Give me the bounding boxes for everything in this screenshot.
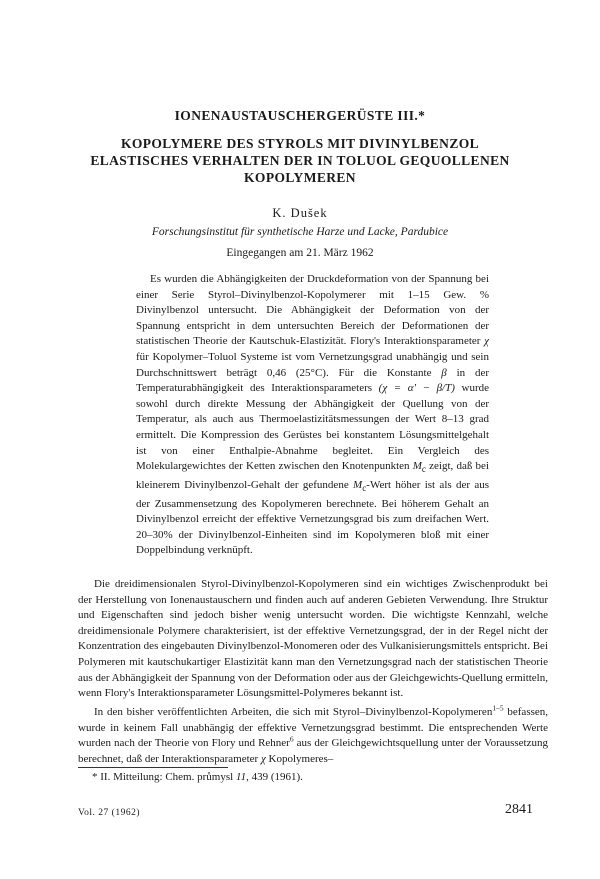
body-text-2c: aus der Gleichgewichtsquellung unter der Voraussetzung berechnet, daß der Interaktionsparameter xyxy=(78,737,548,765)
abstract-text-4: wurde sowohl durch direkte Messung der Abhängigkeit der Quellung von der Temperatur, als auch aus Thermoelastizitätsmessungen der Wert 8–13 grad ermittelt. Die Kompression des Gerüstes bei konstantem Lösungsmittelgehalt ist von einer Enthalpie-Abnahme begleitet. Ein Vergleich des Molekulargewichtes der Ketten zwischen den Knotenpunkten xyxy=(136,382,490,473)
abstract-text-6: -Wert höher ist als der aus der Zusammensetzung des Kopolymeren berechnete. Bei höherem Gehalt an Divinylbenzol erreicht der effektive Vernetzungsgrad bis zum dreifachen Wert. 20–30% der Divinylbenzol-Einheiten sind im Kopolymeren bloß mit einer Doppelbindung verknüpft. xyxy=(136,478,489,557)
page-number: 2841 xyxy=(505,802,533,817)
footnote-volume: 11 xyxy=(235,771,247,783)
body-paragraph-2 xyxy=(78,705,548,767)
received-date: Eingegangen am 21. März 1962 xyxy=(226,247,374,259)
footnote-text: II. Mitteilung: Chem. průmysl xyxy=(100,771,234,783)
abstract-text-5: zeigt, daß bei kleinerem Divinylbenzol-Gehalt der gefundene xyxy=(136,460,489,491)
body-text-2a: In den bisher veröffentlichten Arbeiten, die sich mit Styrol–Divinylbenzol-Kopolymeren xyxy=(94,706,493,718)
article-title: IONENAUSTAUSCHERGERÜSTE III.* xyxy=(174,108,426,123)
body-text-2d: Kopolymeres– xyxy=(268,752,334,765)
chi-symbol-body: χ xyxy=(260,752,266,765)
author-name: K. Dušek xyxy=(272,206,328,220)
footnote xyxy=(92,771,542,783)
abstract-text-3: in der Temperaturabhängigkeit des Interaktionsparameters xyxy=(136,366,490,395)
interaction-formula: (χ = α' − β/T) xyxy=(378,382,455,395)
subtitle-line-3: KOPOLYMEREN xyxy=(244,170,356,185)
journal-volume: Vol. 27 (1962) xyxy=(78,808,140,818)
author-affiliation: Forschungsinstitut für synthetische Harze und Lacke, Pardubice xyxy=(151,226,449,238)
subtitle-line-2: ELASTISCHES VERHALTEN DER IN TOLUOL GEQUOLLENEN xyxy=(90,153,510,168)
subtitle-line-1: KOPOLYMERE DES STYROLS MIT DIVINYLBENZOL xyxy=(120,136,480,151)
footnote-marker: * xyxy=(92,771,98,783)
reference-6: 6 xyxy=(289,734,294,744)
chi-symbol: χ xyxy=(484,335,489,348)
mc-subscript-1: c xyxy=(421,464,426,475)
abstract xyxy=(136,272,489,559)
body-text-2b: befassen, wurde in keinem Fall unabhängig der effektive Vernetzungsgrad bestimmt. Die entsprechenden Werte wurden nach der Theorie von Flory und Rehner xyxy=(78,706,549,750)
abstract-text-1: Es wurden die Abhängigkeiten der Druckdeformation von der Spannung bei einer Serie Styrol–Divinylbenzol-Kopolymerer mit 1–15 Gew. % Divinylbenzol untersucht. Die Abhängigkeit der Deformation von der Spannung entspricht in dem untersuchten Bereich der Deformationen der statistischen Theorie der Kautschuk-Elastizität. Flory's Interaktionsparameter xyxy=(136,273,489,348)
mc-subscript-2: c xyxy=(362,483,367,494)
mc-symbol-2: M xyxy=(353,478,363,491)
body-paragraph-1: Die dreidimensionalen Styrol-Divinylbenzol-Kopolymeren sind ein wichtiges Zwischenprodukt bei der Herstellung von Ionenaustauschern und finden auch auf anderen Gebieten Verwendung. Ihre Struktur und Eigenschaften sind jedoch bisher wenig untersucht worden. Die wichtigste Kennzahl, welche dreidimensionale Polymere charakterisiert, ist der effektive Vernetzungsgrad, der in der Regel nicht der Konzentration des eingebauten Divinylbenzol-Monomeren oder des Vulkanisierungsmittels entspricht. Bei Polymeren mit kautschukartiger Elastizität kann man den Vernetzungsgrad nach der statistischen Theorie aus der Abhängigkeit der Spannung von der Deformation oder aus der Gleichgewichts-Quellung ermitteln, wenn Flory's Interaktionsparameter Lösungsmittel-Polymeres bekannt ist. xyxy=(78,578,548,700)
abstract-text-2: für Kopolymer–Toluol Systeme ist vom Vernetzungsgrad unabhängig und sein Durchschnittswert beträgt 0,46 (25°C). Für die Konstante xyxy=(136,350,489,379)
mc-symbol-1: M xyxy=(412,460,422,473)
footnote-citation: , 439 (1961). xyxy=(246,771,303,783)
beta-symbol: β xyxy=(441,366,447,379)
reference-1-5: 1–5 xyxy=(492,703,504,713)
footnote-divider xyxy=(78,767,228,768)
